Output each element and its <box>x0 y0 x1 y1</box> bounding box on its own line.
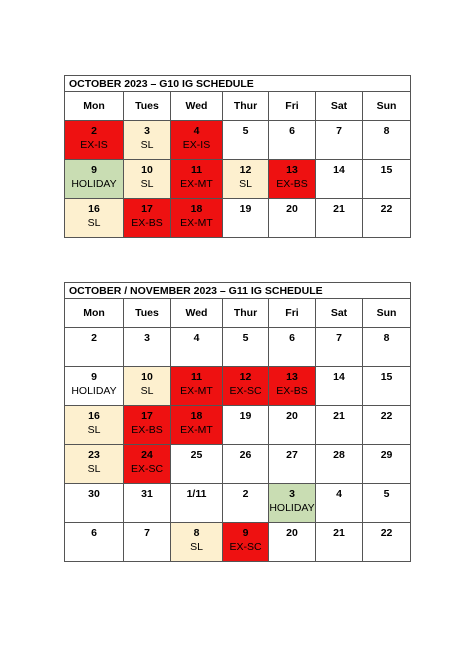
weekday-header-row <box>65 299 411 328</box>
day-number: 19 <box>239 203 252 215</box>
calendar-day-cell <box>65 328 124 367</box>
calendar-day-cell <box>316 160 363 199</box>
day-event-label: SL <box>140 385 154 397</box>
day-number: 21 <box>333 410 345 422</box>
calendar-day-cell <box>269 484 316 523</box>
calendar-day-cell <box>124 484 171 523</box>
calendar-day-cell <box>124 160 171 199</box>
day-number: 22 <box>380 527 393 539</box>
calendar-day-cell <box>65 523 124 562</box>
calendar-day-cell <box>65 484 124 523</box>
day-number: 22 <box>380 203 393 215</box>
day-number: 3 <box>144 332 150 344</box>
day-number: 8 <box>193 527 200 539</box>
day-number: 20 <box>286 527 298 539</box>
weekday-header: Tues <box>124 92 171 121</box>
day-event-label: EX-SC <box>130 463 164 475</box>
day-number: 31 <box>141 488 153 500</box>
day-number: 14 <box>333 371 345 383</box>
calendar-week-row <box>65 484 411 523</box>
calendar-day-cell <box>171 367 223 406</box>
calendar-day-cell <box>363 484 411 523</box>
calendar-week-row <box>65 121 411 160</box>
calendar-day-cell <box>363 406 411 445</box>
weekday-header: Thur <box>223 92 269 121</box>
day-number: 8 <box>383 125 390 137</box>
weekday-header: Wed <box>171 299 223 328</box>
calendar-week-row <box>65 445 411 484</box>
day-number: 22 <box>380 410 393 422</box>
day-event-label: SL <box>87 463 101 475</box>
day-event-label: EX-BS <box>276 385 308 397</box>
day-number: 5 <box>242 125 249 137</box>
calendar-day-cell <box>269 367 316 406</box>
calendar-day-cell <box>124 367 171 406</box>
calendar-week-row <box>65 160 411 199</box>
weekday-header-row <box>65 92 411 121</box>
calendar-day-cell <box>269 406 316 445</box>
calendar-day-cell <box>124 328 171 367</box>
calendar-day-cell <box>223 367 269 406</box>
calendar-day-cell <box>124 445 171 484</box>
day-number: 4 <box>193 125 200 137</box>
day-number: 15 <box>380 371 393 383</box>
day-number: 17 <box>141 203 153 215</box>
weekday-header: Thur <box>223 299 269 328</box>
day-number: 7 <box>144 527 150 539</box>
day-event-label: EX-BS <box>131 217 163 229</box>
day-number: 30 <box>88 488 100 500</box>
calendar-day-cell <box>316 523 363 562</box>
calendar-day-cell <box>124 121 171 160</box>
calendar-day-cell <box>223 445 269 484</box>
day-event-label: HOLIDAY <box>269 502 315 514</box>
calendar-day-cell <box>316 445 363 484</box>
calendar-day-cell <box>124 406 171 445</box>
calendar-day-cell <box>223 121 269 160</box>
g10-schedule-table <box>64 75 411 238</box>
calendar-day-cell <box>363 367 411 406</box>
day-number: 2 <box>91 332 97 344</box>
calendar-week-row <box>65 406 411 445</box>
calendar-day-cell <box>171 406 223 445</box>
day-number: 7 <box>336 125 342 137</box>
day-number: 3 <box>144 125 150 137</box>
day-event-label: EX-MT <box>180 217 213 229</box>
day-event-label: SL <box>190 541 203 553</box>
calendar-day-cell <box>316 367 363 406</box>
calendar-day-cell <box>269 328 316 367</box>
day-event-label: HOLIDAY <box>71 385 117 397</box>
calendar-day-cell <box>223 199 269 238</box>
day-number: 2 <box>242 488 249 500</box>
day-number: 16 <box>88 203 100 215</box>
g11-schedule-table <box>64 282 411 562</box>
day-event-label: EX-SC <box>229 385 262 397</box>
calendar-day-cell <box>171 445 223 484</box>
weekday-header: Fri <box>269 92 316 121</box>
day-number: 15 <box>380 164 393 176</box>
day-number: 5 <box>383 488 390 500</box>
calendar-week-row <box>65 523 411 562</box>
calendar-day-cell <box>223 328 269 367</box>
weekday-header: Fri <box>269 299 316 328</box>
day-number: 4 <box>336 488 342 500</box>
day-event-label: SL <box>87 217 101 229</box>
day-number: 26 <box>239 449 252 461</box>
calendar-day-cell <box>65 445 124 484</box>
calendar-day-cell <box>65 121 124 160</box>
day-number: 16 <box>88 410 100 422</box>
calendar-day-cell <box>316 199 363 238</box>
day-event-label: EX-BS <box>276 178 308 190</box>
calendar-day-cell <box>223 160 269 199</box>
calendar-day-cell <box>363 121 411 160</box>
calendar-day-cell <box>363 160 411 199</box>
day-number: 14 <box>333 164 345 176</box>
calendar-day-cell <box>316 328 363 367</box>
day-number: 23 <box>88 449 100 461</box>
calendar-day-cell <box>269 445 316 484</box>
calendar-week-row <box>65 199 411 238</box>
weekday-header: Sun <box>363 92 411 121</box>
day-number: 5 <box>242 332 249 344</box>
day-event-label: SL <box>87 424 101 436</box>
calendar-day-cell <box>171 160 223 199</box>
weekday-header: Sat <box>316 299 363 328</box>
calendar-day-cell <box>65 199 124 238</box>
calendar-day-cell <box>269 523 316 562</box>
day-event-label: EX-IS <box>182 139 211 151</box>
day-number: 7 <box>336 332 342 344</box>
day-number: 1/11 <box>186 488 207 500</box>
day-number: 21 <box>333 203 345 215</box>
calendar-day-cell <box>316 406 363 445</box>
calendar-day-cell <box>65 406 124 445</box>
day-number: 20 <box>286 410 298 422</box>
weekday-header: Tues <box>124 299 171 328</box>
day-event-label: HOLIDAY <box>71 178 117 190</box>
day-number: 12 <box>239 371 252 383</box>
schedule-title: OCTOBER / NOVEMBER 2023 – G11 IG SCHEDULE <box>65 283 411 299</box>
weekday-header: Wed <box>171 92 223 121</box>
calendar-week-row <box>65 328 411 367</box>
day-number: 6 <box>289 125 295 137</box>
calendar-day-cell <box>223 523 269 562</box>
day-number: 28 <box>333 449 345 461</box>
calendar-day-cell <box>269 199 316 238</box>
day-number: 18 <box>190 203 203 215</box>
day-number: 9 <box>242 527 249 539</box>
calendar-day-cell <box>65 160 124 199</box>
calendar-day-cell <box>316 121 363 160</box>
calendar-day-cell <box>316 484 363 523</box>
day-number: 6 <box>289 332 295 344</box>
day-number: 10 <box>141 164 153 176</box>
day-event-label: EX-MT <box>180 424 213 436</box>
calendar-day-cell <box>363 328 411 367</box>
day-event-label: EX-MT <box>180 178 213 190</box>
calendar-day-cell <box>65 367 124 406</box>
schedule-title: OCTOBER 2023 – G10 IG SCHEDULE <box>65 76 411 92</box>
calendar-day-cell <box>171 121 223 160</box>
weekday-header: Mon <box>65 299 124 328</box>
day-number: 21 <box>333 527 345 539</box>
day-number: 19 <box>239 410 252 422</box>
calendar-day-cell <box>269 160 316 199</box>
day-event-label: EX-BS <box>131 424 163 436</box>
day-number: 2 <box>91 125 97 137</box>
day-number: 11 <box>190 164 203 176</box>
day-number: 29 <box>380 449 393 461</box>
calendar-day-cell <box>124 199 171 238</box>
day-number: 4 <box>193 332 200 344</box>
calendar-day-cell <box>124 523 171 562</box>
day-number: 12 <box>239 164 252 176</box>
calendar-day-cell <box>269 121 316 160</box>
day-event-label: EX-IS <box>80 139 108 151</box>
weekday-header: Mon <box>65 92 124 121</box>
calendar-day-cell <box>363 445 411 484</box>
day-number: 6 <box>91 527 97 539</box>
day-number: 25 <box>190 449 203 461</box>
day-number: 11 <box>190 371 203 383</box>
day-number: 9 <box>91 164 97 176</box>
day-number: 17 <box>141 410 153 422</box>
day-number: 13 <box>286 164 298 176</box>
day-number: 20 <box>286 203 298 215</box>
weekday-header: Sat <box>316 92 363 121</box>
calendar-day-cell <box>171 484 223 523</box>
day-event-label: SL <box>140 178 154 190</box>
calendar-day-cell <box>223 406 269 445</box>
calendar-day-cell <box>171 523 223 562</box>
day-number: 27 <box>286 449 298 461</box>
calendar-day-cell <box>363 199 411 238</box>
weekday-header: Sun <box>363 299 411 328</box>
day-event-label: SL <box>239 178 252 190</box>
day-number: 3 <box>289 488 295 500</box>
calendar-day-cell <box>223 484 269 523</box>
day-event-label: EX-MT <box>180 385 213 397</box>
calendar-day-cell <box>171 199 223 238</box>
day-number: 18 <box>190 410 203 422</box>
calendar-week-row <box>65 367 411 406</box>
day-number: 24 <box>141 449 153 461</box>
day-number: 9 <box>91 371 97 383</box>
calendar-day-cell <box>171 328 223 367</box>
day-number: 10 <box>141 371 153 383</box>
day-number: 13 <box>286 371 298 383</box>
day-event-label: EX-SC <box>229 541 262 553</box>
calendar-day-cell <box>363 523 411 562</box>
day-number: 8 <box>383 332 390 344</box>
day-event-label: SL <box>140 139 154 151</box>
